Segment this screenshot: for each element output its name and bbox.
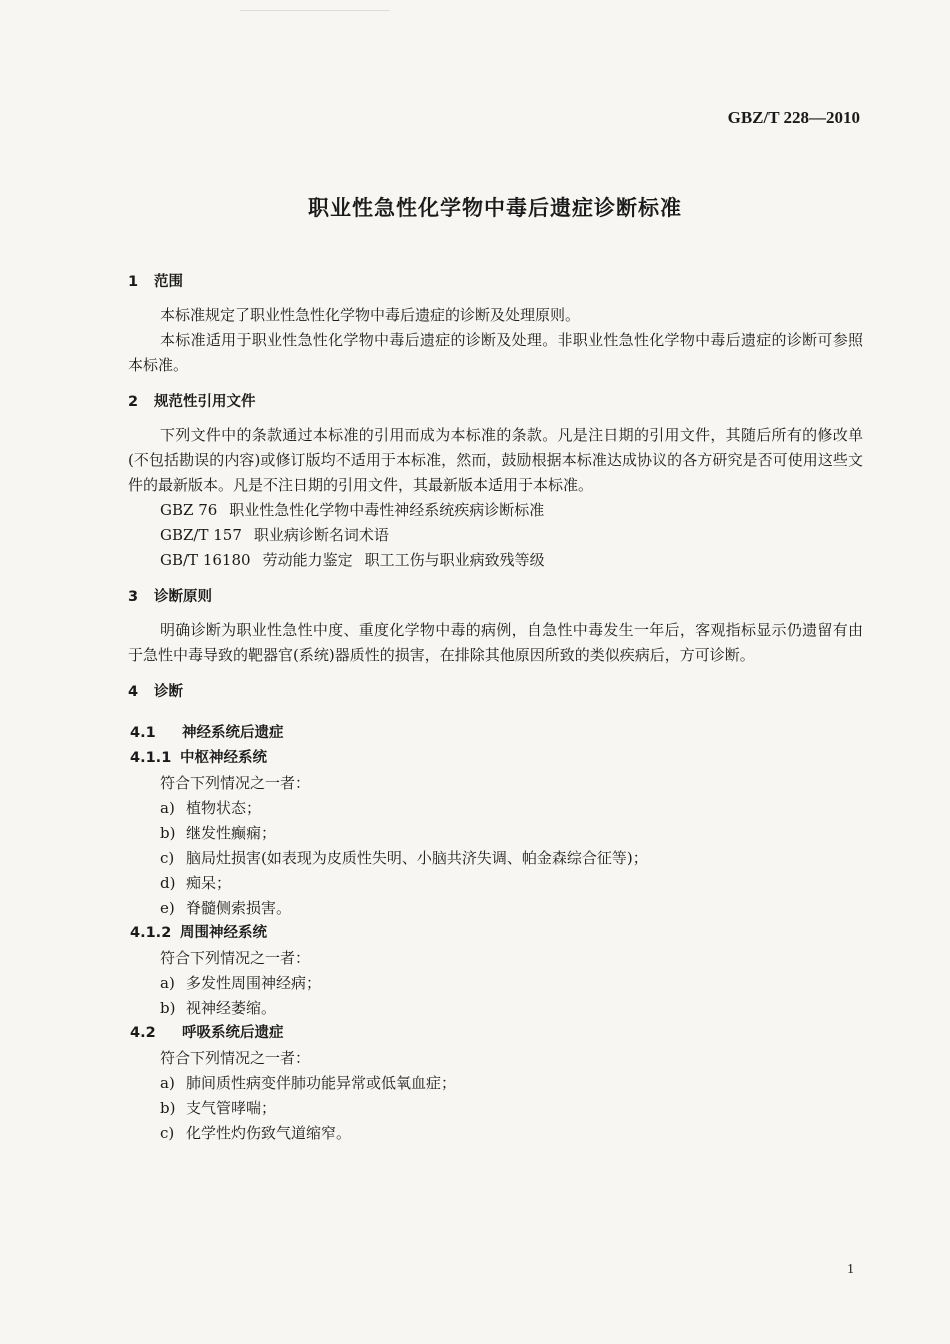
list-intro: 符合下列情况之一者： xyxy=(160,949,311,967)
list-item-text: 视神经萎缩。 xyxy=(186,999,277,1017)
standard-code: GBZ/T 228—2010 xyxy=(727,108,860,127)
reference-title: 劳动能力鉴定 xyxy=(262,551,353,569)
section-title: 诊断 xyxy=(154,684,183,700)
list-item-text: 脊髓侧索损害。 xyxy=(186,899,292,917)
subsection-number: 4.2 xyxy=(130,1025,156,1041)
list-item xyxy=(128,796,863,821)
section-number: 4 xyxy=(128,684,139,700)
list-item-text: 继发性癫痫； xyxy=(186,824,277,842)
section-number: 2 xyxy=(128,394,139,410)
list-item-text: 植物状态； xyxy=(186,799,262,817)
subsubsection-number: 4.1.2 xyxy=(130,925,172,941)
document-body xyxy=(128,270,863,1146)
subsection-number: 4.1 xyxy=(130,725,156,741)
reference-code: GBZ/T 157 xyxy=(160,526,242,544)
subsubsection-title: 中枢神经系统 xyxy=(180,750,267,766)
reference-code: GBZ 76 xyxy=(160,501,218,519)
list-marker: b) xyxy=(160,999,176,1017)
list-item xyxy=(128,1071,863,1096)
section-number: 1 xyxy=(128,274,139,290)
paragraph: 本标准规定了职业性急性化学物中毒后遗症的诊断及处理原则。 xyxy=(160,306,581,324)
list-item xyxy=(128,821,863,846)
section-heading xyxy=(128,680,863,705)
reference-item xyxy=(128,498,863,523)
list-item xyxy=(128,1121,863,1146)
list-item-text: 多发性周围神经病； xyxy=(186,974,322,992)
list-marker: a) xyxy=(160,799,175,817)
list-item xyxy=(128,871,863,896)
list-item xyxy=(128,846,863,871)
subsection-title: 呼吸系统后遗症 xyxy=(182,1025,284,1041)
list-item xyxy=(128,1096,863,1121)
subsubsection-heading xyxy=(130,921,863,946)
reference-title: 职业病诊断名词术语 xyxy=(253,526,389,544)
document-title: 职业性急性化学物中毒后遗症诊断标准 xyxy=(308,196,682,220)
section-heading xyxy=(128,390,863,415)
reference-title: 职业性急性化学物中毒性神经系统疾病诊断标准 xyxy=(229,501,545,519)
paragraph: 本标准适用于职业性急性化学物中毒后遗症的诊断及处理。非职业性急性化学物中毒后遗症的诊断可参照本标准。 xyxy=(128,331,863,374)
list-intro: 符合下列情况之一者： xyxy=(160,1049,311,1067)
list-marker: e) xyxy=(160,899,175,917)
scan-artifact-line xyxy=(240,10,390,11)
section-title: 诊断原则 xyxy=(154,589,212,605)
list-marker: b) xyxy=(160,824,176,842)
section-title: 范围 xyxy=(154,274,183,290)
subsubsection-number: 4.1.1 xyxy=(130,750,172,766)
list-marker: c) xyxy=(160,1124,175,1142)
list-item xyxy=(128,896,863,921)
subsection-heading xyxy=(130,1021,863,1046)
list-marker: d) xyxy=(160,874,176,892)
list-item-text: 痴呆； xyxy=(186,874,232,892)
subsection-title: 神经系统后遗症 xyxy=(182,725,284,741)
list-item xyxy=(128,996,863,1021)
subsection-heading xyxy=(130,721,863,746)
subsubsection-title: 周围神经系统 xyxy=(180,925,267,941)
list-item-text: 脑局灶损害(如表现为皮质性失明、小脑共济失调、帕金森综合征等)； xyxy=(186,849,648,867)
section-title: 规范性引用文件 xyxy=(154,394,256,410)
section-number: 3 xyxy=(128,589,139,605)
list-intro: 符合下列情况之一者： xyxy=(160,774,311,792)
list-item-text: 化学性灼伤致气道缩窄。 xyxy=(186,1124,352,1142)
reference-item xyxy=(128,548,863,573)
reference-item xyxy=(128,523,863,548)
reference-subtitle: 职工工伤与职业病致残等级 xyxy=(364,551,545,569)
paragraph: 下列文件中的条款通过本标准的引用而成为本标准的条款。凡是注日期的引用文件，其随后所有的修改单(不包括勘误的内容)或修订版均不适用于本标准，然而，鼓励根据本标准达成协议的各方研究是否可使用这些文件的最新版本。凡是不注日期的引用文件，其最新版本适用于本标准。 xyxy=(128,426,863,494)
list-item xyxy=(128,971,863,996)
page-number: 1 xyxy=(847,1262,854,1277)
list-item-text: 肺间质性病变伴肺功能异常或低氧血症； xyxy=(186,1074,457,1092)
section-heading xyxy=(128,585,863,610)
paragraph: 明确诊断为职业性急性中度、重度化学物中毒的病例，自急性中毒发生一年后，客观指标显示仍遗留有由于急性中毒导致的靶器官(系统)器质性的损害，在排除其他原因所致的类似疾病后，方可诊断。 xyxy=(128,621,863,664)
list-item-text: 支气管哮喘； xyxy=(186,1099,277,1117)
list-marker: c) xyxy=(160,849,175,867)
list-marker: a) xyxy=(160,974,175,992)
reference-code: GB/T 16180 xyxy=(160,551,251,569)
section-heading xyxy=(128,270,863,295)
list-marker: a) xyxy=(160,1074,175,1092)
subsubsection-heading xyxy=(130,746,863,771)
list-marker: b) xyxy=(160,1099,176,1117)
